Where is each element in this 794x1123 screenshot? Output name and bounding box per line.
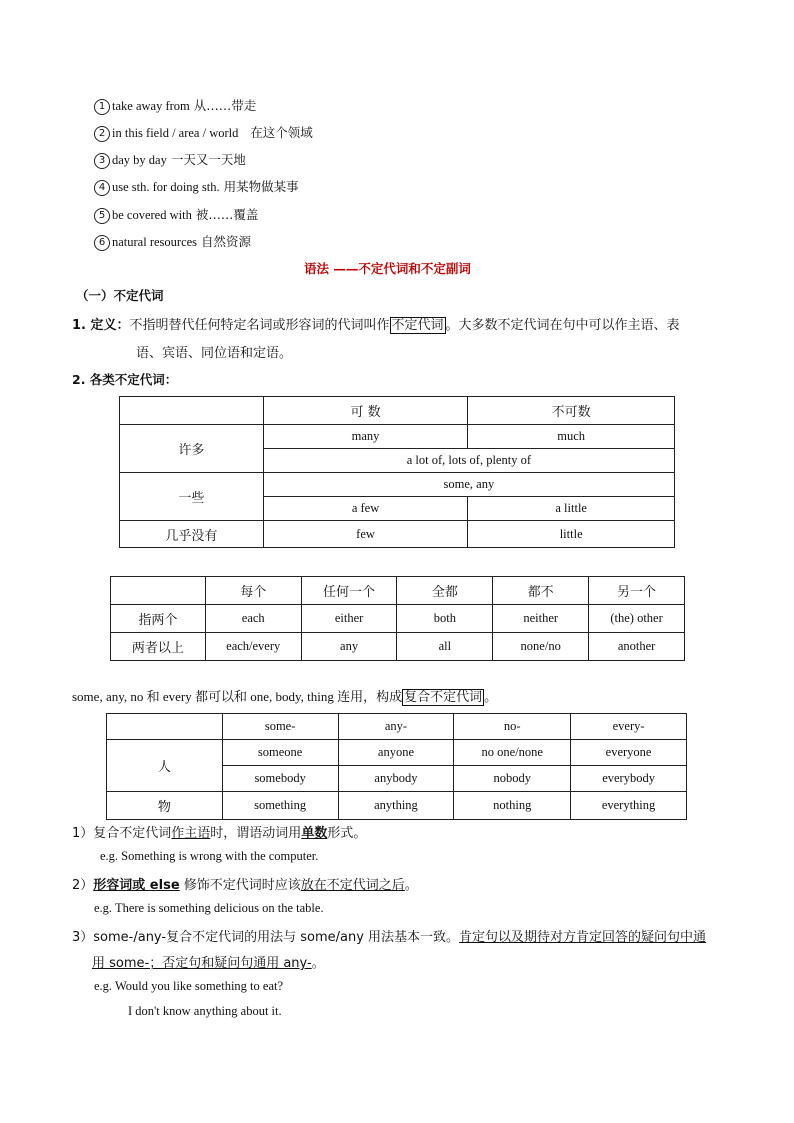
example-sentence: I don't know anything about it. — [128, 1004, 282, 1018]
phrase-cn: 在这个领域 — [250, 125, 313, 140]
table-cell: somebody — [222, 766, 338, 792]
table-cell: none/no — [493, 633, 589, 661]
table-cell: many — [263, 425, 468, 449]
phrase-en: day by day — [112, 153, 167, 167]
circled-number: 6 — [94, 235, 110, 251]
phrase-cn: 自然资源 — [201, 234, 252, 249]
table-cell: something — [222, 792, 338, 820]
grammar-title: 语法 ——不定代词和不定副词 — [304, 261, 471, 276]
table-cell — [120, 397, 264, 425]
boxed-term: 复合不定代词 — [404, 690, 483, 705]
item-heading: 2. 各类不定代词： — [72, 372, 178, 387]
rule-emphasis: 作主语 — [171, 826, 211, 841]
boxed-term: 不定代词 — [391, 318, 444, 333]
phrase-en: take away from — [112, 99, 190, 113]
example-sentence: e.g. Would you like something to eat? — [94, 979, 284, 993]
example-sentence: e.g. There is something delicious on the table. — [94, 901, 324, 915]
table-cell: either — [301, 605, 397, 633]
rule-text: 1）复合不定代词 — [72, 826, 172, 841]
table-cell: nobody — [454, 766, 571, 792]
table-cell: a little — [468, 497, 675, 521]
table-cell: no one/none — [454, 740, 571, 766]
phrase-en: natural resources — [112, 235, 198, 249]
compound-text: some, any, no 和 every 都可以和 one, body, thing 连用，构成 — [72, 689, 403, 704]
compound-pronoun-table — [106, 713, 687, 820]
rule-text: 。 — [311, 956, 325, 971]
table-cell: nothing — [454, 792, 571, 820]
phrase-cn: 用某物做某事 — [223, 179, 299, 194]
pronoun-table-1 — [119, 396, 675, 548]
table-cell: someone — [222, 740, 338, 766]
table-cell: all — [397, 633, 493, 661]
phrase-item — [94, 96, 256, 115]
phrase-item — [94, 150, 246, 169]
compound-text: 。 — [484, 690, 498, 705]
rule-text: 2） — [72, 878, 94, 893]
rule-3-cont — [92, 952, 325, 971]
table-cell: few — [263, 521, 468, 548]
phrase-en: be covered with — [112, 208, 192, 222]
table-header: any- — [338, 714, 454, 740]
table-header: every- — [571, 714, 687, 740]
table-header: 都不 — [493, 577, 589, 605]
table-row — [111, 605, 685, 633]
rule-emphasis: 形容词或 else — [93, 878, 180, 893]
table-cell: little — [468, 521, 675, 548]
rule-text: 时，谓语动词用 — [210, 826, 302, 841]
rule-text: 3）some-/any-复合不定代词的用法与 some/any 用法基本一致。 — [72, 930, 460, 945]
phrase-cn: 一天又一天地 — [170, 152, 246, 167]
table-cell: everyone — [571, 740, 687, 766]
row-label: 两者以上 — [111, 633, 206, 661]
table-cell: everything — [571, 792, 687, 820]
rule-2 — [72, 874, 418, 893]
table-cell: neither — [493, 605, 589, 633]
rule-emphasis: 放在不定代词之后 — [300, 878, 405, 893]
rule-1 — [72, 822, 366, 841]
section-heading: （一）不定代词 — [76, 288, 164, 303]
phrase-en: use sth. for doing sth. — [112, 180, 220, 194]
table-header: 不可数 — [468, 397, 675, 425]
phrase-item — [94, 177, 299, 196]
table-cell — [107, 714, 223, 740]
circled-number: 4 — [94, 180, 110, 196]
rule-text: 形式。 — [327, 826, 367, 841]
pronoun-table-2 — [110, 576, 685, 661]
table-cell: anything — [338, 792, 454, 820]
phrase-item — [94, 123, 313, 142]
table-cell: each — [205, 605, 301, 633]
definition-line-2: 语、宾语、同位语和定语。 — [136, 346, 293, 361]
row-label: 许多 — [120, 425, 264, 473]
phrase-item — [94, 232, 251, 251]
row-label: 一些 — [120, 473, 264, 521]
row-label: 物 — [107, 792, 223, 820]
phrase-cn: 从……带走 — [193, 98, 257, 113]
table-cell: both — [397, 605, 493, 633]
definition-text: 。大多数不定代词在句中可以作主语、表 — [445, 318, 680, 333]
table-header: 全都 — [397, 577, 493, 605]
rule-text: 修饰不定代词时应该 — [179, 878, 301, 893]
table-cell: a lot of, lots of, plenty of — [263, 449, 674, 473]
phrase-item — [94, 205, 258, 224]
rule-emphasis: 单数 — [301, 826, 328, 841]
row-label: 指两个 — [111, 605, 206, 633]
table-cell: anyone — [338, 740, 454, 766]
rule-emphasis: 用 some-；否定句和疑问句通用 any- — [92, 956, 312, 971]
table-cell: any — [301, 633, 397, 661]
definition-line-1 — [72, 314, 680, 333]
circled-number: 2 — [94, 126, 110, 142]
circled-number: 3 — [94, 153, 110, 169]
table-cell: much — [468, 425, 675, 449]
table-cell: some, any — [263, 473, 674, 497]
table-cell: anybody — [338, 766, 454, 792]
rule-3 — [72, 926, 706, 945]
table-cell: (the) other — [589, 605, 685, 633]
phrase-en: in this field / area / world — [112, 126, 239, 140]
phrase-cn: 被……覆盖 — [195, 207, 259, 222]
table-header: 另一个 — [589, 577, 685, 605]
row-label: 几乎没有 — [120, 521, 264, 548]
definition-label: 1. 定义： — [72, 318, 130, 333]
table-header: some- — [222, 714, 338, 740]
example-sentence: e.g. Something is wrong with the computer. — [100, 849, 319, 863]
rule-text: 。 — [404, 878, 418, 893]
definition-text: 不指明替代任何特定名词或形容词的代词叫作 — [129, 318, 390, 333]
table-header: 可 数 — [263, 397, 468, 425]
table-header: 任何一个 — [301, 577, 397, 605]
table-header: 每个 — [205, 577, 301, 605]
circled-number: 1 — [94, 99, 110, 115]
table-cell: everybody — [571, 766, 687, 792]
row-label: 人 — [107, 740, 223, 792]
table-cell — [111, 577, 206, 605]
compound-line — [72, 686, 497, 705]
table-cell: a few — [263, 497, 468, 521]
circled-number: 5 — [94, 208, 110, 224]
rule-emphasis: 肯定句以及期待对方肯定回答的疑问句中通 — [459, 930, 707, 945]
table-cell: another — [589, 633, 685, 661]
table-cell: each/every — [205, 633, 301, 661]
table-row — [111, 633, 685, 661]
table-header: no- — [454, 714, 571, 740]
